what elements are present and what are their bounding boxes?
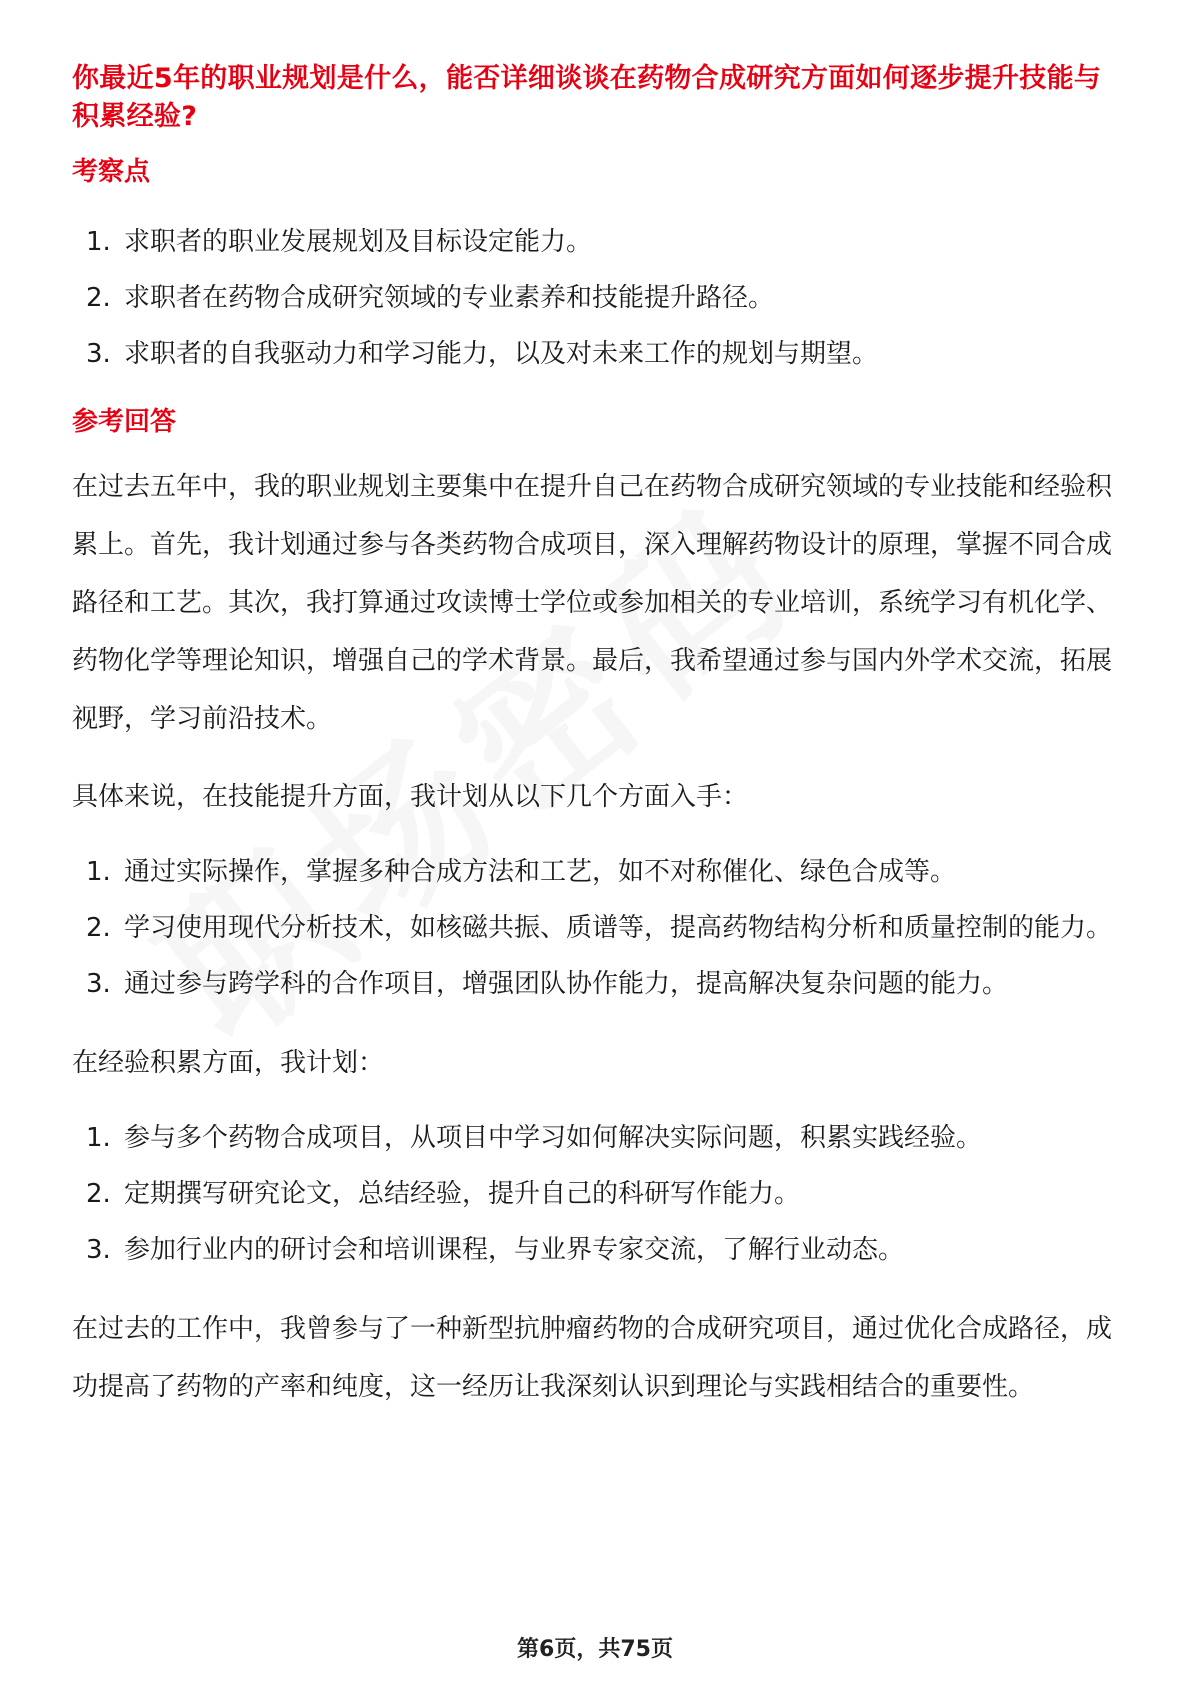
answer-paragraph-4: 在过去的工作中，我曾参与了一种新型抗肿瘤药物的合成研究项目，通过优化合成路径，成功提高了药物的产率和纯度，这一经历让我深刻认识到理论与实践相结合的重要性。 [72, 1314, 1113, 1402]
experience-list [72, 1110, 1122, 1278]
answer-paragraph-1: 在过去五年中，我的职业规划主要集中在提升自己在药物合成研究领域的专业技能和经验积累上。首先，我计划通过参与各类药物合成项目，深入理解药物设计的原理，掌握不同合成路径和工艺。其次，我打算通过攻读博士学位或参加相关的专业培训，系统学习有机化学、药物化学等理论知识，增强自己的学术背景。最后，我希望通过参与国内外学术交流，拓展视野，学习前沿技术。 [72, 472, 1113, 734]
list-item: 1. 参与多个药物合成项目，从项目中学习如何解决实际问题，积累实践经验。 [86, 1123, 983, 1153]
question-title: 你最近5年的职业规划是什么，能否详细谈谈在药物合成研究方面如何逐步提升技能与积累经验? [72, 63, 1102, 132]
list-item: 2. 求职者在药物合成研究领域的专业素养和技能提升路径。 [86, 283, 775, 313]
list-item: 3. 参加行业内的研讨会和培训课程，与业界专家交流，了解行业动态。 [86, 1235, 905, 1265]
answer-paragraph-3: 在经验积累方面，我计划： [72, 1048, 385, 1078]
examine-heading: 考察点 [72, 157, 151, 187]
list-item: 3. 求职者的自我驱动力和学习能力，以及对未来工作的规划与期望。 [86, 339, 879, 369]
document-page [72, 60, 1122, 1416]
answer-heading: 参考回答 [72, 407, 177, 437]
answer-paragraph-2: 具体来说，在技能提升方面，我计划从以下几个方面入手： [72, 782, 749, 812]
page-number: 第6页，共75页 [517, 1637, 673, 1662]
list-item: 1. 求职者的职业发展规划及目标设定能力。 [86, 227, 593, 257]
list-item: 3. 通过参与跨学科的合作项目，增强团队协作能力，提高解决复杂问题的能力。 [86, 969, 1009, 999]
list-item: 2. 学习使用现代分析技术，如核磁共振、质谱等，提高药物结构分析和质量控制的能力。 [86, 913, 1113, 943]
examine-list [72, 214, 1122, 382]
list-item: 1. 通过实际操作，掌握多种合成方法和工艺，如不对称催化、绿色合成等。 [86, 857, 957, 887]
list-item: 2. 定期撰写研究论文，总结经验，提升自己的科研写作能力。 [86, 1179, 801, 1209]
skills-list [72, 844, 1122, 1012]
